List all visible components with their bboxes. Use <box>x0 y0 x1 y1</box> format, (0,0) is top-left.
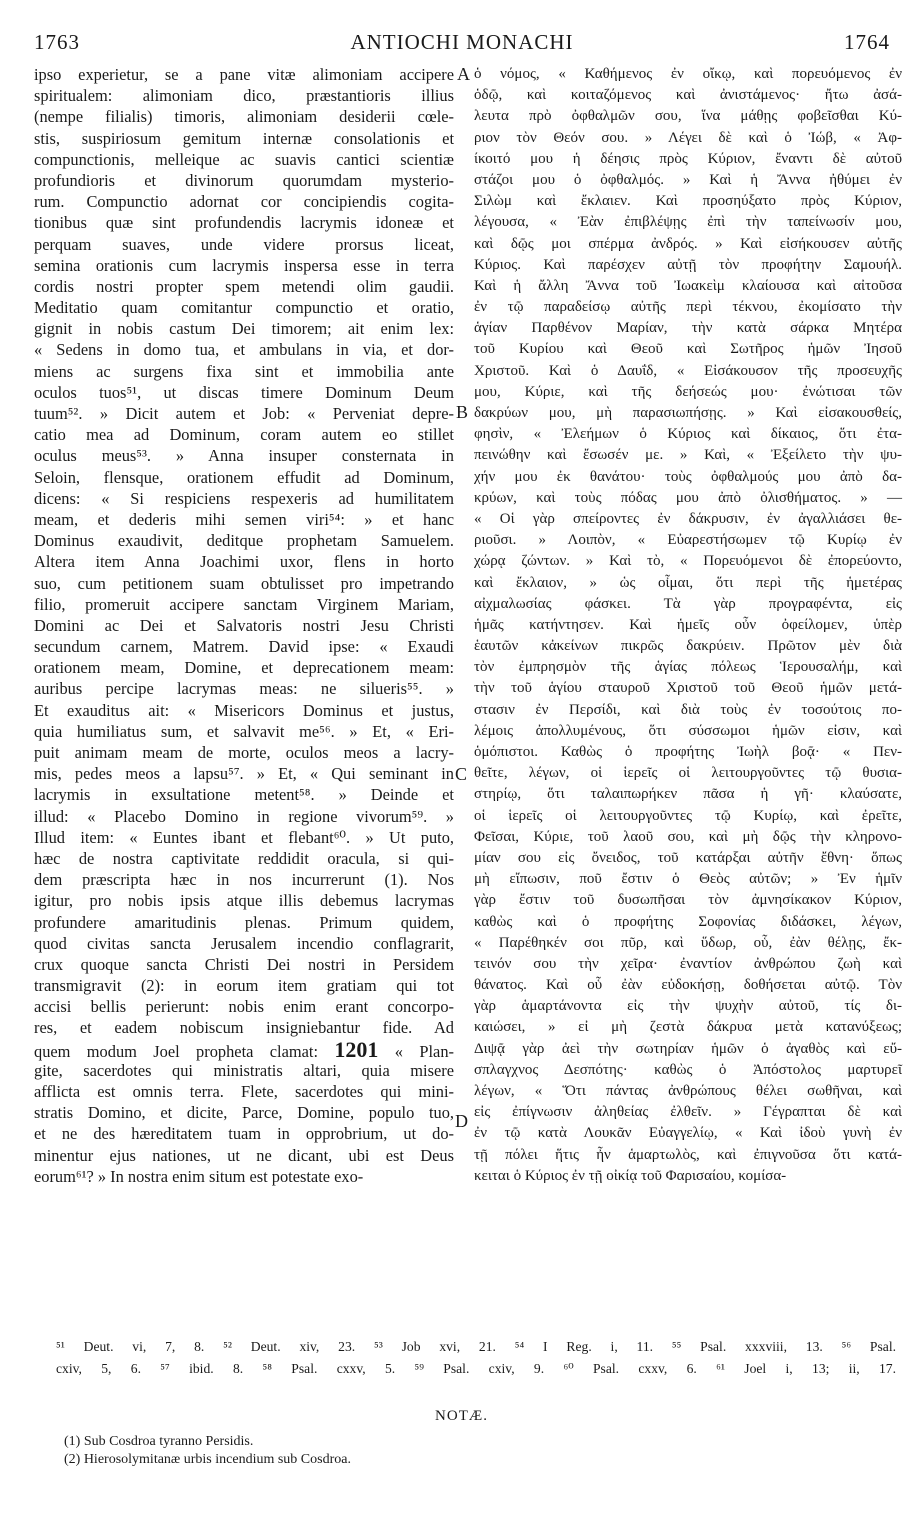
text-line: Seloin, flensque, orationem effudit ad Dominum, <box>34 467 454 487</box>
text-line: λέμοις ἀπολλυμένους, ὅτι σύσσωμοι ἡμῶν εἰσιν, καὶ <box>474 722 902 739</box>
text-line: Meditatio quam comitantur compunctio et oratio, <box>34 298 454 318</box>
text-line: gignit in nobis castum Dei timorem; ait enim lex: <box>34 319 454 339</box>
text-line: rum. Compunctio adornat cor concipiendis cogita- <box>34 192 454 212</box>
footnote-line-2: cxiv, 5, 6. ⁵⁷ ibid. 8. ⁵⁸ Psal. cxxv, 5. ⁵⁹ Psal. cxiv, 9. ⁶⁰ Psal. cxxv, 6. ⁶¹ Joel i, 13; ii, 17. <box>56 1361 896 1376</box>
text-line: ἡμᾶς κατήντησεν. Καὶ ἡμεῖς οὖν ὀφείλομεν, ὑπὲρ <box>474 616 902 633</box>
text-line: θάνατος. Καὶ οὗ ἐὰν εὐδοκήσῃ, δοθήσεται αὐτῷ. Τὸν <box>474 977 902 994</box>
text-line: φησὶν, « Ἐλεήμων ὁ Κύριος καὶ δίκαιος, ὅτι ἐτα- <box>474 426 902 443</box>
text-line: σπλαγχνος Δεσπότης· καθὼς ὁ Ἀπόστολος μαρτυρεῖ <box>474 1061 902 1078</box>
text-line: eorum⁶¹? » In nostra enim situm est potestate exo- <box>34 1166 364 1186</box>
text-line: γὰρ ἁμαρτάνοντα εἰς τὴν ψυχὴν αὐτοῦ, τίς δι- <box>474 998 902 1015</box>
text-line: Altera item Anna Joachimi uxor, flens in horto <box>34 552 454 572</box>
text-line: compunctionis, melleique ac suavis cantici scientiæ <box>34 149 454 169</box>
margin-letter-c: C <box>455 764 468 784</box>
text-line: « Sedens in domo tua, et ambulans in via, et dor- <box>34 340 454 360</box>
text-line: πεινώθην καὶ ἔσωσέν με. » Καὶ, « Ἐξείλετο τὴν ψυ- <box>474 447 902 464</box>
text-line <box>34 1036 454 1062</box>
text-line: cordis nostri propter spem metendi olim gaudii. <box>34 276 454 296</box>
text-line: quia humiliatus sum, et salvavit me⁵⁶. » Et, « Eri- <box>34 721 454 741</box>
page-number-right: 1764 <box>844 30 890 54</box>
text-line: illud: « Placebo Domino in regione vivorum⁵⁹. » <box>34 806 454 826</box>
running-title: ANTIOCHI MONACHI <box>350 30 574 54</box>
text-line: λευτα πρὸ ὀφθαλμῶν σου, ἵνα μάθῃς φοβεῖσθαι Κύ- <box>474 108 902 125</box>
text-line: Σιλὼμ καὶ ἔκλαιεν. Καὶ προσηύξατο πρὸς Κύριον, <box>474 193 902 210</box>
text-line: puit animam meam de morte, oculos meos a lacry- <box>34 743 454 762</box>
text-line: χώρᾳ ζώντων. » Καὶ τὸ, « Πορευόμενοι δὲ ἐπορεύοντο, <box>474 553 902 570</box>
latin-column <box>34 64 454 1187</box>
text-line: ριον τὸν Θεόν σου. » Λέγει δὲ καὶ ὁ Ἰώβ, « Ἀφ- <box>474 129 902 146</box>
text-line: hæc de nostra captivitate reddidit oracula, si qui- <box>34 848 454 868</box>
text-line: Illud item: « Euntes ibant et flebant⁶⁰. » Ut puto, <box>34 827 454 847</box>
text-line: ἐν τῷ παραδείσῳ αὐτῆς περὶ τέκνου, ἐκομίσατο τὴν <box>474 299 902 316</box>
text-line: « Οἱ γὰρ σπείροντες ἐν δάκρυσιν, ἐν ἀγαλλιάσει θε- <box>474 510 902 527</box>
text-line: profundioris et divinorum quorumdam mysterio- <box>34 170 454 190</box>
text-line: ἁγίαν Παρθένον Μαρίαν, τὴν κατὰ σάρκα Μητέρα <box>474 320 902 337</box>
text-line: stratis Domino, et dicite, Parce, Domine, populo tuo, <box>34 1103 454 1123</box>
text-line: auribus percipe lacrymas meas: ne silueris⁵⁵. » <box>34 679 454 699</box>
note-1: (1) Sub Cosdroa tyranno Persidis. <box>64 1434 254 1449</box>
text-line: dem præscripta hæc in nos incurrerunt (1). Nos <box>34 870 454 890</box>
text-line: Καὶ ἡ ἄλλη Ἄννα τοῦ Ἰωακεὶμ κλαίουσα καὶ αἰτοῦσα <box>474 277 902 294</box>
text-line: ipso experietur, se a pane vitæ alimoniam accipere <box>34 65 454 84</box>
note-2: (2) Hierosolymitanæ urbis incendium sub Cosdroa. <box>64 1452 351 1467</box>
text-line: igitur, pro nobis ipsis atque illis debemus lacrymas <box>34 891 454 911</box>
text-line: λέγουσα, « Ἐὰν ἐπιβλέψῃς ἐπὶ τὴν ταπείνωσίν μου, <box>474 214 902 231</box>
text-line: χήν μου ἐκ θανάτου· τοὺς ὀφθαλμούς μου ἀπὸ δα- <box>474 468 902 485</box>
text-line: minentur ejus nationes, ut ne dicant, ubi est Deus <box>34 1145 454 1165</box>
notes-title: NOTÆ. <box>435 1408 488 1424</box>
page-number-left: 1763 <box>34 30 80 54</box>
column-number-1201: 1201 <box>334 1036 379 1062</box>
text-line: catio mea ad Dominum, coram autem eo stillet <box>34 425 454 445</box>
text-line: « Παρέθηκέν σοι πῦρ, καὶ ὕδωρ, οὗ, ἐὰν θέλῃς, ἔκ- <box>474 934 902 951</box>
text-line: secundum carnem, Matrem. David ipse: « Exaudi <box>34 637 454 657</box>
text-line: λέγων, « Ὅτι πάντας ἀνθρώπους θέλει σωθῆναι, καὶ <box>474 1083 902 1099</box>
line-text-tail: « Plan- <box>394 1041 454 1061</box>
margin-letter-d: D <box>455 1111 468 1131</box>
text-line: Φεῖσαι, Κύριε, τοῦ λαοῦ σου, καὶ μὴ δῷς τὴν κληρονο- <box>474 828 902 845</box>
text-line: tuum⁵². » Dicit autem et Job: « Perveniat depre- <box>34 404 454 423</box>
text-line: tionibus quæ sint profundendis lacrymis idoneæ et <box>34 213 454 233</box>
text-line: crux quoque sancta Christi Dei nostri in Persidem <box>34 954 454 974</box>
text-line: lacrymis in exsultatione metent⁵⁸. » Deinde et <box>34 785 454 805</box>
margin-letter-b: B <box>456 402 469 422</box>
text-line: transmigravit (2): in eorum item gratiam qui tot <box>34 976 454 996</box>
text-line: Διψᾷ γὰρ ἀεὶ τὴν σωτηρίαν ἡμῶν ὁ ἀγαθὸς καὶ εὔ- <box>474 1040 902 1057</box>
text-line: ίκοιτό μου ἡ δέησις πρὸς Κύριον, ἔναντι δὲ αὐτοῦ <box>474 150 902 167</box>
text-line: Domini ac Dei et Salvatoris nostri Jesu Christi <box>34 615 454 635</box>
text-line: τῇ πόλει ἥτις ἦν ἁμαρτωλὸς, καὶ ἐπιγνοῦσα ὅτι κατά- <box>474 1146 902 1163</box>
text-line: meam, et dederis mihi semen viri⁵⁴: » et hanc <box>34 509 454 529</box>
text-line: εἰς ἐπίγνωσιν ἀληθείας ἐλθεῖν. » Γέγραπται δὲ καὶ <box>474 1104 902 1121</box>
text-line: (nempe filialis) timoris, alimoniam desiderii cœle- <box>34 107 454 127</box>
text-line: ἑαυτῶν κἀκείνων πικρῶς δακρύειν. Πρῶτον μὲν διὰ <box>474 638 902 655</box>
text-line: profundere amaritudinis plenas. Primum quidem, <box>34 912 454 932</box>
text-line: μὴ εἴπωσιν, ποῦ ἔστιν ὁ Θεὸς αὐτῶν; » Ἐν ἡμῖν <box>474 871 902 888</box>
text-line: quod civitas sancta Jerusalem incendio conflagrarit, <box>34 933 454 953</box>
text-line: καὶ ἔκλαιον, » ὡς οἶμαι, ὅτι περὶ τῆς ἡμετέρας <box>474 574 902 591</box>
text-line: δακρύων μου, μὴ παρασιωπήσῃς. » Καὶ εἰσακουσθείς, <box>474 405 902 421</box>
text-line: κρύων, καὶ τοὺς πόδας μου ἀπὸ ὀλισθήματος. » — <box>474 489 902 506</box>
text-line: afflicta est omnis terra. Flete, sacerdotes qui mini- <box>34 1082 454 1101</box>
text-line: καὶ δῷς μοι σπέρμα ἀνδρός. » Καὶ εἰσήκουσεν αὐτῆς <box>474 235 902 252</box>
text-line: suo, cum petitionem suam obtulisset pro impetrando <box>34 573 454 593</box>
text-line: accisi bellis perierunt: nobis enim erant concorpo- <box>34 997 454 1017</box>
footnote-line-1: ⁵¹ Deut. vi, 7, 8. ⁵² Deut. xiv, 23. ⁵³ Job xvi, 21. ⁵⁴ I Reg. i, 11. ⁵⁵ Psal. xxxviii, 13. ⁵⁶ Psal. <box>56 1339 896 1354</box>
text-line: Χριστοῦ. Καὶ ὁ Δαυΐδ, « Εἰσάκουσον τῆς προσευχῆς <box>474 362 902 379</box>
text-line: miens ac surgens fixa sint et immobilia ante <box>34 361 454 381</box>
text-line: στάζοι μου ὁ ὀφθαλμός. » Καὶ ἡ Ἄννα ἠθύμει ἐν <box>474 171 902 188</box>
text-line: κειται ὁ Κύριος ἐν τῇ οἰκίᾳ τοῦ Φαρισαίου, κομίσα- <box>474 1167 787 1184</box>
greek-column <box>474 64 902 1187</box>
text-line: οἱ ἱερεῖς οἱ λειτουργοῦντες τῷ Κυρίῳ, καὶ ἐρεῖτε, <box>474 807 902 824</box>
text-line: perquam suaves, unde videre prorsus liceat, <box>34 234 454 254</box>
text-line: gite, sacerdotes qui ministratis altari, quia misere <box>34 1060 454 1080</box>
line-text: quem modum Joel propheta clamat: <box>34 1041 319 1061</box>
text-line: γὰρ ἔστιν τοῦ δυσωπῆσαι τὸν ἀμνησίκακον Κύριον, <box>474 892 902 909</box>
text-line: στηρίῳ, ὅτι ταλαιπωρήκεν πᾶσα ἡ γῆ· κλαύσατε, <box>474 786 902 803</box>
text-line: τὴν τοῦ ἁγίου σταυροῦ Χριστοῦ τοῦ Θεοῦ ἡμῶν μετά- <box>474 680 902 697</box>
text-line: mis, pedes meos a lapsu⁵⁷. » Et, « Qui seminant in <box>34 764 454 784</box>
text-line: filio, promeruit accipere sanctam Virginem Mariam, <box>34 594 454 614</box>
text-line: ὁ νόμος, « Καθήμενος ἐν οἴκῳ, καὶ πορευόμενος ἐν <box>474 66 902 82</box>
text-line: spiritualem: alimoniam dico, præstantioris illius <box>34 86 454 106</box>
text-line: στασιν ἐν Περσίδι, καὶ διὰ τοὺς ἐν τοσούτοις πο- <box>474 701 902 718</box>
page-header <box>34 30 890 56</box>
text-line: et ne des hæreditatem tuam in opprobrium, ut do- <box>34 1124 454 1144</box>
text-line: καιώσει, » εἰ μὴ ζεστὰ δάκρυα μετὰ κατανύξεως; <box>474 1019 902 1036</box>
text-line: μίαν σου εἰς ὄνειδος, τοῦ κατάρξαι αὐτῆν ἔθνη· ὅπως <box>474 849 902 866</box>
text-line: oculus meus⁵³. » Anna insuper consternata in <box>34 446 454 466</box>
text-line: ριοῦσι. » Λοιπὸν, « Εὐαρεστήσωμεν τῷ Κυρίῳ ἐν <box>474 532 902 549</box>
text-line: Et exauditus ait: « Misericors Dominus et justus, <box>34 700 454 720</box>
text-line: μου, Κύριε, καὶ τῆς δεήσεώς μου· ἐνώτισαι τῶν <box>474 383 902 400</box>
text-line: θεῖτε, λέγων, οἱ ἱερεῖς οἱ λειτουργοῦντες τῷ θυσια- <box>474 765 902 782</box>
text-line: αἰχμαλωσίας φάσκει. Τὰ γὰρ προγραφέντα, εἰς <box>474 595 902 612</box>
text-line: res, et eadem nobiscum insigniebantur fide. Ad <box>34 1018 454 1038</box>
text-line: oculos tuos⁵¹, ut discas timere Dominum Deum <box>34 382 454 402</box>
text-line: ἐν τῷ κατὰ Λουκᾶν Εὐαγγελίῳ, « Καὶ ἰδοὺ γυνὴ ἐν <box>474 1125 902 1142</box>
text-line: τοῦ Κυρίου καὶ Θεοῦ καὶ Σωτῆρος ἡμῶν Ἰησοῦ <box>474 341 902 358</box>
text-line: ὁμόπιστοι. Καθὼς ὁ προφήτης Ἰωὴλ βοᾷ· « Πεν- <box>474 744 902 760</box>
text-line: τὸν ἐμπρησμὸν τῆς ἁγίας πόλεως Ἱερουσαλήμ, καὶ <box>474 659 902 676</box>
text-line: stis, suspiriosum gemitum internæ consolationis et <box>34 128 454 148</box>
text-line: orationem meam, Domine, et deprecationem meam: <box>34 658 454 678</box>
margin-letter-a: A <box>457 64 470 84</box>
text-line: τεινόν σου τὴν χεῖρα· ἐναντίον ἀνθρώπου ζωὴ καὶ <box>474 955 902 972</box>
text-line: semina orationis cum lacrymis inspersa esse in terra <box>34 255 454 275</box>
text-line: Dominus exaudivit, deditque prophetam Samuelem. <box>34 531 454 551</box>
text-line: dicens: « Si respiciens respexeris ad humilitatem <box>34 488 454 508</box>
text-line: Κύριος. Καὶ παρέσχεν αὐτῇ τὸν προφήτην Σαμουήλ. <box>474 256 902 273</box>
text-line: καθὼς καὶ ὁ προφήτης Σοφονίας διδάσκει, λέγων, <box>474 913 902 930</box>
text-line: ὁδῷ, καὶ κοιταζόμενος καὶ ἀνιστάμενος· ἤτω ἀσά- <box>474 87 902 104</box>
